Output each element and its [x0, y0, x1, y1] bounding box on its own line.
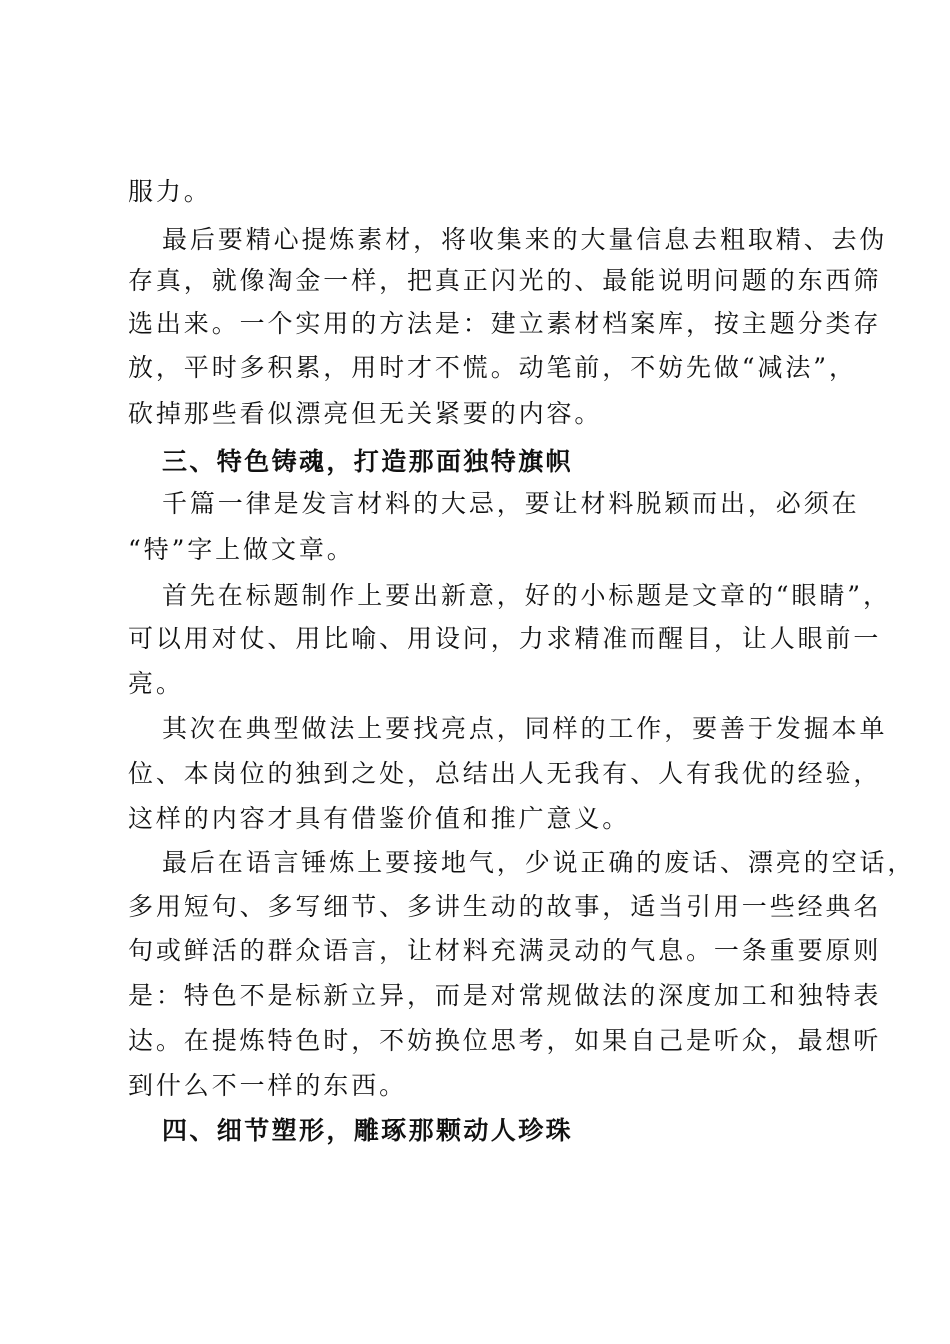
paragraph-start-line: 其次在典型做法上要找亮点，同样的工作，要善于发掘本单	[162, 714, 888, 743]
section-heading-4: 四、细节塑形，雕琢那颗动人珍珠	[162, 1116, 574, 1145]
section-heading-3: 三、特色铸魂，打造那面独特旗帜	[162, 447, 574, 476]
text-line: 亮。	[128, 669, 184, 698]
text-line: 句或鲜活的群众语言，让材料充满灵动的气息。一条重要原则	[128, 936, 882, 965]
paragraph-start-line: 最后要精心提炼素材，将收集来的大量信息去粗取精、去伪	[162, 225, 888, 254]
text-line: 达。在提炼特色时，不妨换位思考，如果自己是听众，最想听	[128, 1026, 882, 1055]
paragraph-start-line: 千篇一律是发言材料的大忌，要让材料脱颖而出，必须在	[162, 489, 860, 518]
text-line: 放，平时多积累，用时才不慌。动笔前，不妨先做“减法”，	[128, 353, 857, 382]
text-line: 是：特色不是标新立异，而是对常规做法的深度加工和独特表	[128, 981, 882, 1010]
text-line: 存真，就像淘金一样，把真正闪光的、最能说明问题的东西筛	[128, 266, 882, 295]
text-line: 选出来。一个实用的方法是：建立素材档案库，按主题分类存	[128, 309, 882, 338]
paragraph-start-line: 最后在语言锤炼上要接地气，少说正确的废话、漂亮的空话，	[162, 848, 916, 877]
paragraph-start-line: 首先在标题制作上要出新意，好的小标题是文章的“眼睛”，	[162, 581, 891, 610]
text-line: 这样的内容才具有借鉴价值和推广意义。	[128, 804, 631, 833]
text-line: 到什么不一样的东西。	[128, 1071, 408, 1100]
text-line: 多用短句、多写细节、多讲生动的故事，适当引用一些经典名	[128, 892, 882, 921]
text-line: 砍掉那些看似漂亮但无关紧要的内容。	[128, 399, 603, 428]
text-line: “特”字上做文章。	[128, 535, 355, 564]
text-line: 可以用对仗、用比喻、用设问，力求精准而醒目，让人眼前一	[128, 624, 882, 653]
text-line: 位、本岗位的独到之处，总结出人无我有、人有我优的经验，	[128, 759, 882, 788]
text-line: 服力。	[128, 177, 212, 206]
